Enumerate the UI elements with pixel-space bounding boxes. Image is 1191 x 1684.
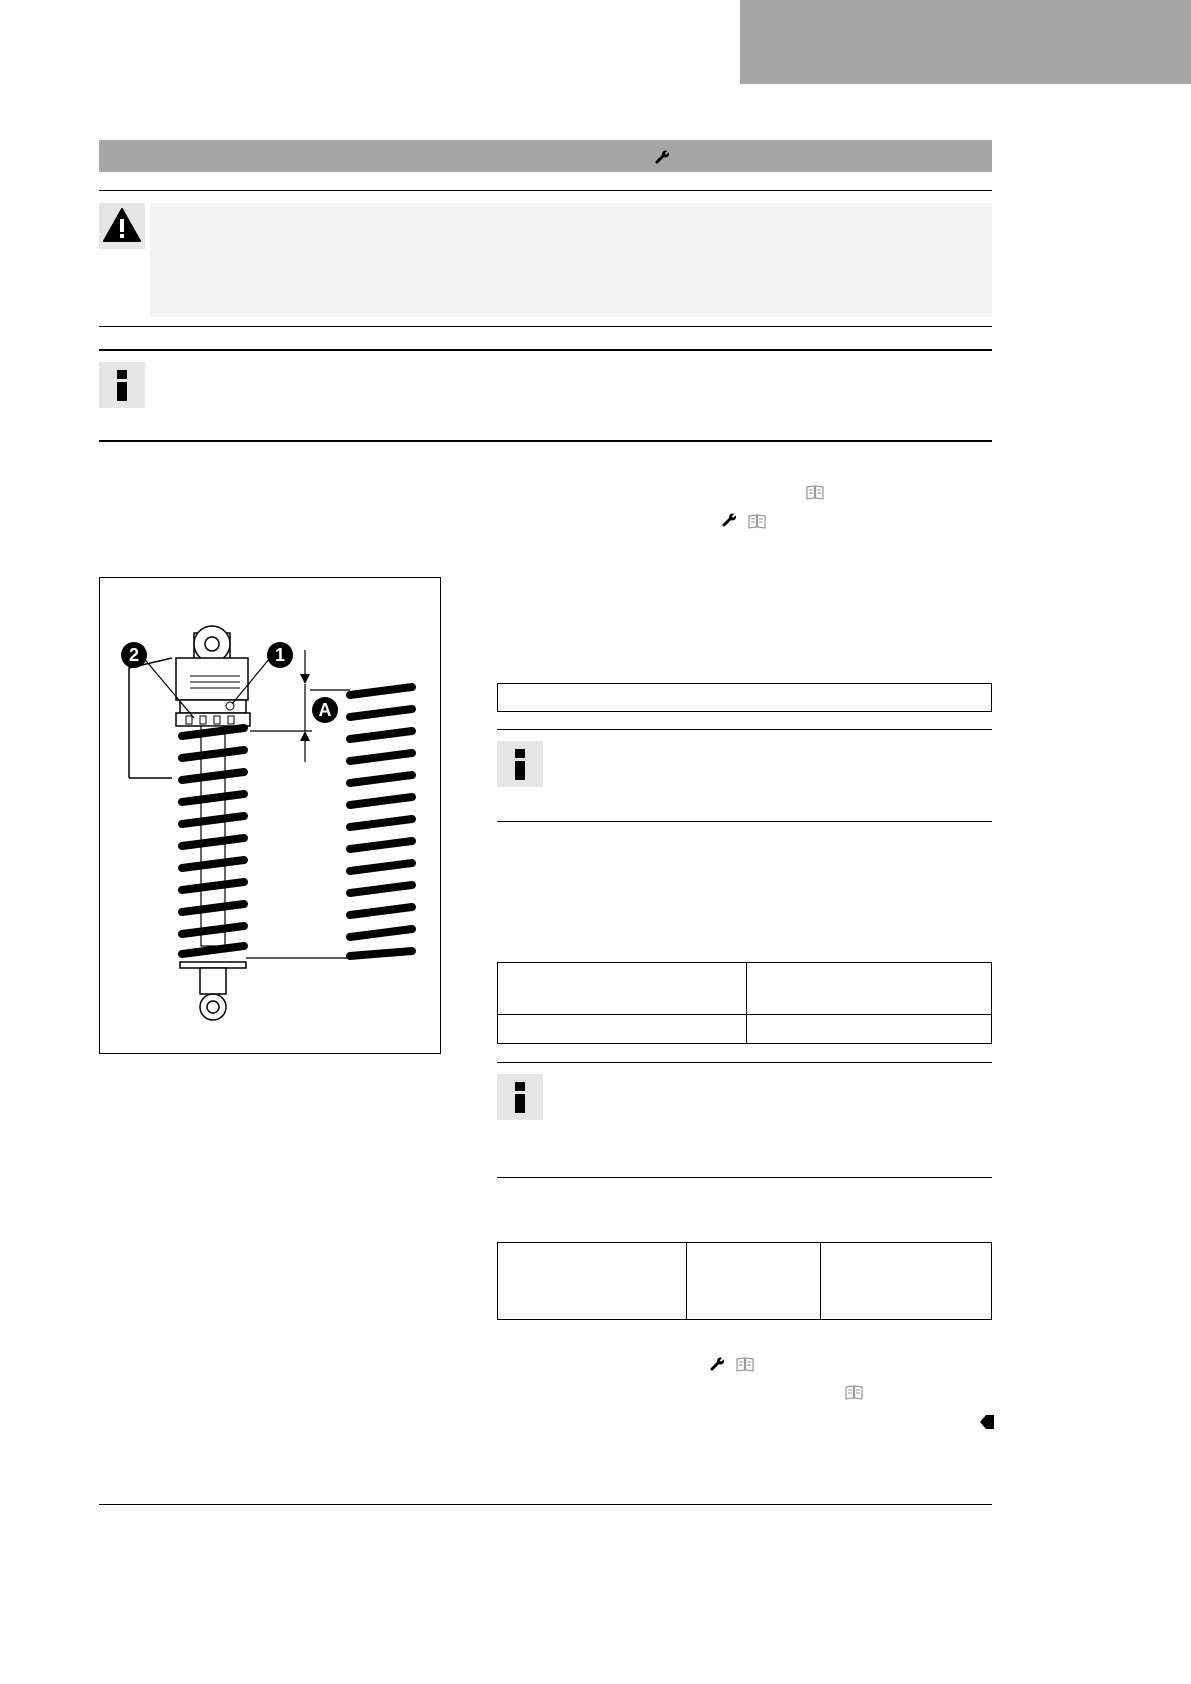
wrench-icon xyxy=(710,1357,726,1371)
shock-absorber-figure xyxy=(99,577,441,1054)
spec-table-2 xyxy=(497,1242,992,1320)
divider xyxy=(99,190,992,191)
table-cell xyxy=(687,1243,821,1320)
table-cell xyxy=(498,963,747,1015)
callout-2: 2 xyxy=(128,645,140,665)
warning-triangle-icon xyxy=(99,203,145,249)
divider xyxy=(497,821,992,822)
wrench-icon xyxy=(722,513,738,527)
footer-divider xyxy=(99,1504,992,1505)
divider xyxy=(497,1177,992,1178)
chapter-tab xyxy=(740,0,1191,84)
table-cell xyxy=(747,963,992,1015)
callout-a: A xyxy=(318,700,332,720)
shock-absorber-illustration xyxy=(100,578,440,1053)
table-cell xyxy=(498,1243,687,1320)
info-icon xyxy=(99,362,145,408)
info-icon xyxy=(497,1074,543,1120)
table-cell xyxy=(498,1015,747,1044)
table-cell xyxy=(821,1243,992,1320)
divider xyxy=(99,326,992,327)
manual-book-icon xyxy=(736,1356,754,1372)
section-title-bar xyxy=(99,140,992,172)
divider xyxy=(497,729,992,730)
specification-box xyxy=(497,683,992,712)
manual-book-icon xyxy=(806,484,824,500)
divider xyxy=(497,1062,992,1063)
manual-book-icon xyxy=(748,513,766,529)
section-end-icon xyxy=(980,1415,994,1429)
manual-book-icon xyxy=(845,1384,863,1400)
warning-text-area xyxy=(150,203,992,317)
divider xyxy=(99,440,992,442)
spec-table-1 xyxy=(497,962,992,1044)
info-icon xyxy=(497,741,543,787)
divider xyxy=(99,349,992,351)
table-cell xyxy=(747,1015,992,1044)
wrench-icon xyxy=(655,150,671,164)
callout-1: 1 xyxy=(274,645,286,665)
